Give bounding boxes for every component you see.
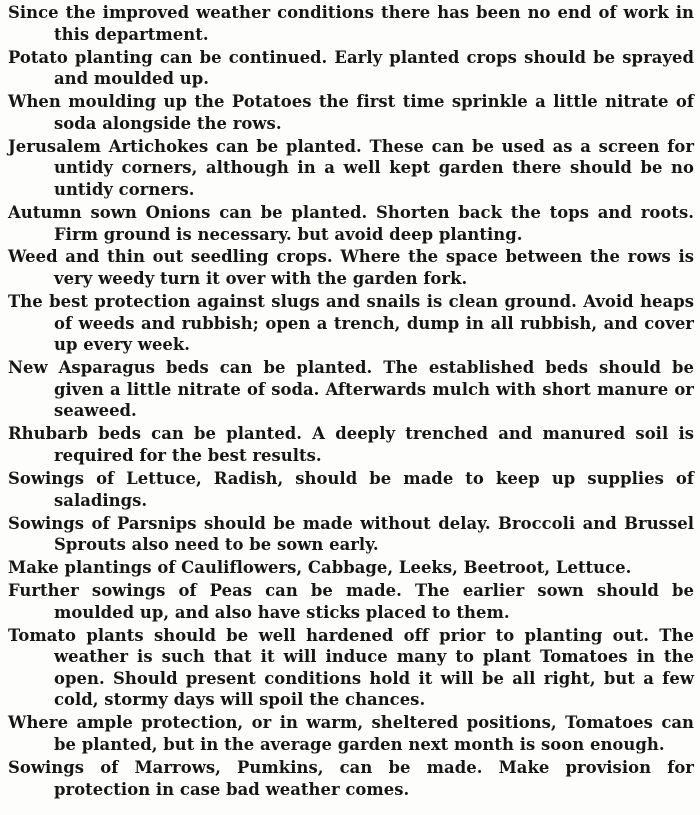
paragraph-weed-and-thin: Weed and thin out seedling crops. Where the space between the rows is very weedy turn it over with the garden fork. bbox=[8, 247, 694, 289]
paragraph-moulding-potatoes: When moulding up the Potatoes the first time sprinkle a little nitrate of soda alongside the rows. bbox=[8, 92, 694, 133]
paragraph-asparagus-beds: New Asparagus beds can be planted. The established beds should be given a little nitrate of soda. Afterwards mulch with short manure or seaweed. bbox=[8, 358, 694, 421]
paragraph-plantings-list: Make plantings of Cauliflowers, Cabbage, Leeks, Beetroot, Lettuce. bbox=[8, 558, 632, 578]
paragraph-slugs-and-snails: The best protection against slugs and snails is clean ground. Avoid heaps of weeds and rubbish; open a trench, dump in all rubbish, and cover up every week. bbox=[8, 292, 694, 355]
paragraph-marrows-pumkins: Sowings of Marrows, Pumkins, can be made. Make provision for protection in case bad weather comes. bbox=[8, 758, 694, 799]
paragraph-weather-conditions: Since the improved weather conditions there has been no end of work in this department. bbox=[8, 3, 694, 44]
paragraph-rhubarb-beds: Rhubarb beds can be planted. A deeply trenched and manured soil is required for the best results. bbox=[8, 424, 694, 465]
paragraph-tomato-protection: Where ample protection, or in warm, sheltered positions, Tomatoes can be planted, but in the average garden next month is soon enough. bbox=[8, 713, 694, 755]
garden-notes-column bbox=[8, 2, 694, 800]
paragraph-potato-planting: Potato planting can be continued. Early planted crops should be sprayed and moulded up. bbox=[8, 47, 694, 89]
paragraph-jerusalem-artichokes: Jerusalem Artichokes can be planted. These can be used as a screen for untidy corners, although in a well kept garden there should be no untidy corners. bbox=[8, 136, 694, 199]
paragraph-peas: Further sowings of Peas can be made. The earlier sown should be moulded up, and also have sticks placed to them. bbox=[8, 581, 694, 622]
paragraph-parsnips-broccoli: Sowings of Parsnips should be made without delay. Broccoli and Brussel Sprouts also need to be sown early. bbox=[8, 513, 694, 555]
paragraph-tomato-hardening: Tomato plants should be well hardened off prior to planting out. The weather is such that it will induce many to plant Tomatoes in the open. Should present conditions hold it will be all right, but a few cold, stormy days will spoil the chances. bbox=[8, 625, 694, 710]
paragraph-lettuce-radish: Sowings of Lettuce, Radish, should be made to keep up supplies of saladings. bbox=[8, 468, 694, 510]
paragraph-autumn-onions: Autumn sown Onions can be planted. Shorten back the tops and roots. Firm ground is necessary. but avoid deep planting. bbox=[8, 202, 694, 244]
